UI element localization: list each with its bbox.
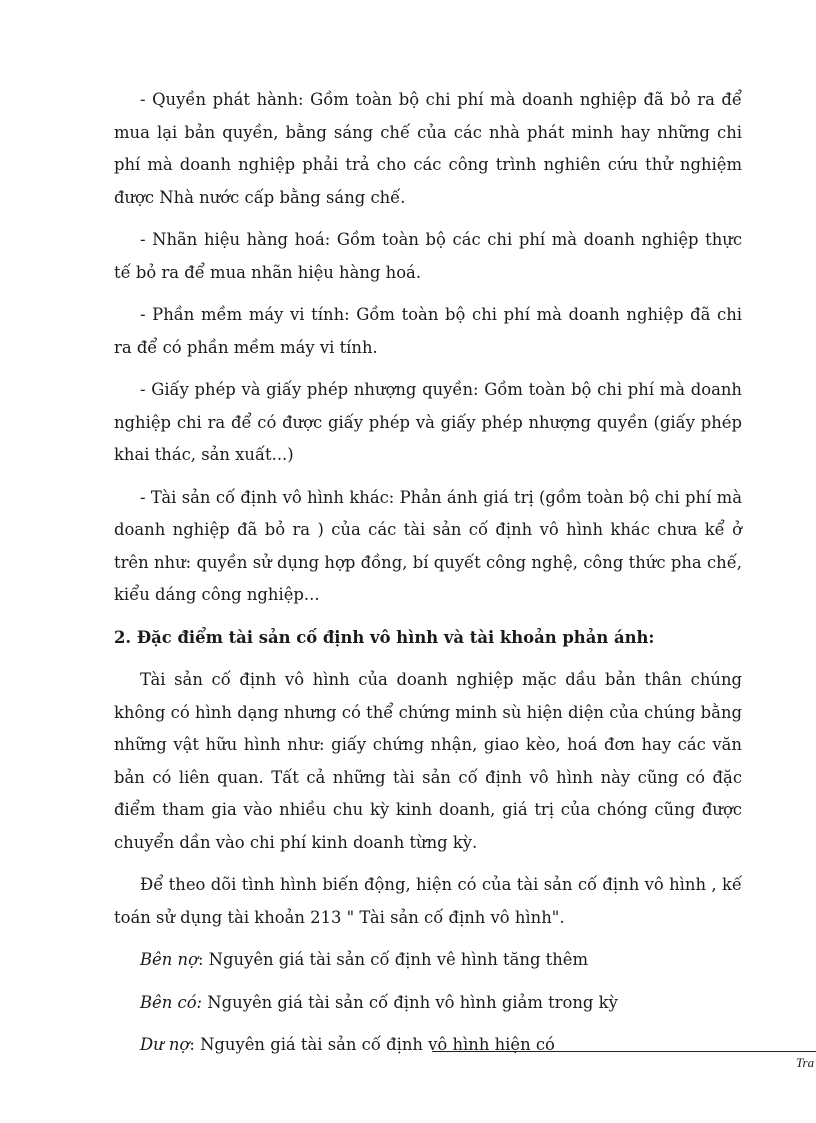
definition-text: Nguyên giá tài sản cố định vô hình hiện có (194, 1035, 555, 1054)
definition-debit (114, 944, 742, 977)
definition-text: Nguyên giá tài sản cố định vê hình tăng thêm (203, 950, 589, 969)
section-heading: 2. Đặc điểm tài sản cố định vô hình và tài khoản phản ánh: (114, 627, 655, 647)
definition-term: Bên nợ (140, 950, 198, 969)
paragraph-trademark: - Nhãn hiệu hàng hoá: Gồm toàn bộ các chi phí mà doanh nghiệp thực tế bỏ ra để mua nhãn hiệu hàng hoá. (114, 230, 742, 282)
definition-balance (114, 1029, 742, 1062)
definition-credit (114, 987, 742, 1020)
body-text (114, 84, 742, 1072)
footer-page-label: Tra (796, 1055, 815, 1070)
definition-term: Dư nợ (140, 1035, 190, 1054)
paragraph-other-assets: - Tài sản cố định vô hình khác: Phản ánh giá trị (gồm toàn bộ chi phí mà doanh nghiệp đã bỏ ra ) của các tài sản cố định vô hình khác chưa kể ở trên như: quyền sử dụng hợp đồng, bí quyết công nghệ, công thức pha chế, kiểu dáng công nghiệp... (114, 487, 742, 604)
definition-separator: : (189, 1035, 195, 1054)
footer-rule (432, 1051, 816, 1052)
definition-separator: : (197, 950, 204, 969)
paragraph-characteristics: Tài sản cố định vô hình của doanh nghiệp mặc dầu bản thân chúng không có hình dạng nhưng có thể chứng minh sù hiện diện của chúng bằng những vật hữu hình như: giấy chứng nhận, giao kèo, hoá đơn hay các văn bản có liên quan. Tất cả những tài sản cố định vô hình này cũng có đặc điểm tham gia vào nhiều chu kỳ kinh doanh, giá trị của chóng cũng được chuyển dần vào chi phí kinh doanh từng kỳ. (114, 670, 742, 852)
paragraph-account-213: Để theo dõi tình hình biến động, hiện có của tài sản cố định vô hình , kế toán sử dụng tài khoản 213 " Tài sản cố định vô hình". (114, 875, 742, 927)
definition-term: Bên có: (140, 992, 203, 1012)
paragraph-software: - Phần mềm máy vi tính: Gồm toàn bộ chi phí mà doanh nghiệp đã chi ra để có phần mềm máy vi tính. (114, 305, 742, 357)
paragraph-license: - Giấy phép và giấy phép nhượng quyền: Gồm toàn bộ chi phí mà doanh nghiệp chi ra để có được giấy phép và giấy phép nhượng quyền (giấy phép khai thác, sản xuất...) (114, 380, 742, 464)
definition-text: Nguyên giá tài sản cố định vô hình giảm trong kỳ (202, 992, 618, 1012)
paragraph-publishing-rights: - Quyền phát hành: Gồm toàn bộ chi phí mà doanh nghiệp đã bỏ ra để mua lại bản quyền, bằng sáng chế của các nhà phát minh hay những chi phí mà doanh nghiệp phải trả cho các công trình nghiên cứu thử nghiệm được Nhà nước cấp bằng sáng chế. (114, 90, 742, 207)
